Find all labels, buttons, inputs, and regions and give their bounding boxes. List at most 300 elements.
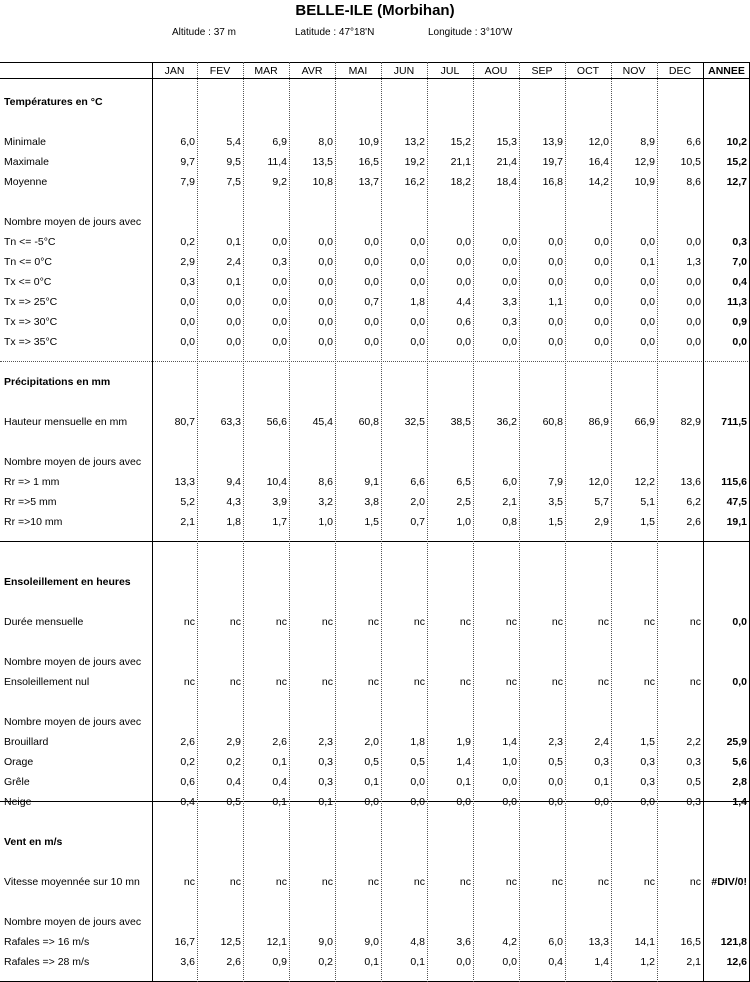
row-label: Maximale [4,156,49,168]
table-cell: 0,0 [640,316,655,328]
table-cell: 45,4 [312,416,333,428]
section-title: Températures en °C [4,96,103,108]
table-cell: 1,5 [364,516,379,528]
table-cell: 1,4 [456,756,471,768]
table-cell: 12,0 [588,136,609,148]
table-cell: 0,4 [548,956,563,968]
table-cell: 2,9 [180,256,195,268]
table-cell: 0,1 [640,256,655,268]
table-cell: 13,3 [174,476,195,488]
table-cell: 0,0 [410,336,425,348]
table-cell: 0,0 [272,296,287,308]
table-cell: 0,0 [502,776,517,788]
row-label: Rafales => 16 m/s [4,936,90,948]
table-cell: 0,6 [456,316,471,328]
table-cell: 8,6 [318,476,333,488]
table-cell: 4,3 [226,496,241,508]
month-header: AOU [484,65,508,77]
table-cell: 0,0 [410,256,425,268]
table-cell: 4,8 [410,936,425,948]
table-cell: 16,8 [542,176,563,188]
table-cell: 80,7 [174,416,195,428]
table-cell: 1,9 [456,736,471,748]
table-cell: 15,2 [450,136,471,148]
table-cell: 0,0 [410,236,425,248]
table-cell: 9,1 [364,476,379,488]
annual-total: 711,5 [721,416,747,428]
table-cell: 0,0 [318,336,333,348]
table-cell: nc [689,616,701,628]
table-cell: 12,0 [588,476,609,488]
table-cell: 0,0 [502,796,517,808]
table-cell: 19,7 [542,156,563,168]
table-cell: 2,9 [594,516,609,528]
table-cell: nc [505,616,517,628]
row-label: Tn <= 0°C [4,256,52,268]
table-cell: 0,0 [456,256,471,268]
table-cell: 1,5 [640,516,655,528]
table-cell: nc [321,676,333,688]
month-header: DEC [668,65,692,77]
table-cell: nc [413,876,425,888]
table-cell: 1,5 [640,736,655,748]
table-cell: 0,5 [410,756,425,768]
month-header: OCT [576,65,600,77]
table-cell: 3,3 [502,296,517,308]
table-cell: 10,8 [312,176,333,188]
row-label: Rr =>5 mm [4,496,57,508]
table-cell: 0,7 [364,296,379,308]
annual-total: 5,6 [732,756,747,768]
table-cell: 0,0 [318,296,333,308]
table-cell: 1,0 [318,516,333,528]
table-cell: 0,3 [686,796,701,808]
table-cell: 10,5 [680,156,701,168]
table-cell: 10,4 [266,476,287,488]
row-label: Minimale [4,136,47,148]
table-cell: nc [551,876,563,888]
table-cell: 0,0 [594,796,609,808]
table-cell: 1,4 [594,956,609,968]
annual-total: 10,2 [726,136,747,148]
row-label: Rr =>10 mm [4,516,63,528]
table-cell: 0,7 [410,516,425,528]
table-cell: 1,8 [410,296,425,308]
table-cell: 0,0 [180,316,195,328]
table-cell: 3,6 [180,956,195,968]
month-header: JUN [393,65,415,77]
table-cell: 2,4 [594,736,609,748]
annual-total: 12,6 [726,956,747,968]
table-cell: nc [643,616,655,628]
table-cell: 0,0 [686,296,701,308]
table-cell: 1,0 [502,756,517,768]
table-cell: 32,5 [404,416,425,428]
row-label: Vitesse moyennée sur 10 mn [4,876,140,888]
annee-header: ANNEE [708,65,745,77]
table-cell: nc [597,616,609,628]
table-cell: 0,1 [226,276,241,288]
table-cell: 0,0 [640,276,655,288]
annual-total: 11,3 [727,296,747,308]
table-cell: 66,9 [634,416,655,428]
month-header: AVR [301,65,323,77]
annual-total: 7,0 [732,256,747,268]
table-cell: nc [689,876,701,888]
table-cell: 0,0 [686,276,701,288]
row-label: Tx => 25°C [4,296,58,308]
table-cell: nc [689,676,701,688]
table-cell: 0,0 [456,336,471,348]
table-cell: 0,0 [548,796,563,808]
table-cell: 0,0 [272,276,287,288]
table-cell: 0,0 [502,256,517,268]
table-cell: 0,2 [318,956,333,968]
table-cell: 0,0 [594,336,609,348]
table-cell: 0,0 [502,956,517,968]
page-title: BELLE-ILE (Morbihan) [295,2,455,19]
table-cell: 0,6 [180,776,195,788]
table-cell: nc [459,876,471,888]
table-cell: 0,5 [226,796,241,808]
table-cell: nc [551,616,563,628]
table-cell: 1,2 [640,956,655,968]
table-cell: 1,5 [548,516,563,528]
annual-total: 0,0 [732,336,747,348]
table-cell: nc [275,676,287,688]
annual-total: 0,0 [732,676,747,688]
row-label: Tx => 30°C [4,316,58,328]
table-cell: 0,0 [318,256,333,268]
row-label: Nombre moyen de jours avec [4,716,142,728]
table-cell: 14,2 [588,176,609,188]
row-label: Nombre moyen de jours avec [4,916,142,928]
table-cell: 0,0 [502,276,517,288]
table-cell: 12,5 [220,936,241,948]
table-cell: 1,1 [548,296,563,308]
table-cell: 13,5 [312,156,333,168]
month-header: MAR [254,65,278,77]
table-cell: 0,0 [640,236,655,248]
table-cell: 2,0 [410,496,425,508]
table-cell: nc [413,676,425,688]
table-cell: nc [229,876,241,888]
table-cell: 0,1 [364,776,379,788]
table-cell: nc [597,876,609,888]
table-cell: nc [413,616,425,628]
table-cell: 2,6 [272,736,287,748]
table-cell: 0,0 [364,256,379,268]
table-cell: nc [321,616,333,628]
table-cell: 0,0 [364,276,379,288]
table-cell: 2,3 [548,736,563,748]
annual-total: 15,2 [726,156,747,168]
table-cell: 6,6 [686,136,701,148]
table-cell: 11,4 [267,156,287,168]
table-cell: 82,9 [680,416,701,428]
table-cell: 12,1 [266,936,287,948]
table-cell: 60,8 [358,416,379,428]
table-cell: 0,0 [686,316,701,328]
row-label: Rr => 1 mm [4,476,60,488]
row-label: Orage [4,756,34,768]
table-cell: 0,0 [410,276,425,288]
table-cell: 4,2 [502,936,517,948]
table-cell: 38,5 [450,416,471,428]
table-cell: 13,3 [588,936,609,948]
table-cell: 2,0 [364,736,379,748]
table-cell: 0,3 [272,256,287,268]
table-cell: 0,0 [548,276,563,288]
longitude-info: Longitude : 3°10'W [428,27,513,38]
table-cell: 0,2 [180,756,195,768]
annual-total: 2,8 [732,776,747,788]
row-label: Grêle [4,776,30,788]
month-header: JUL [440,65,460,77]
table-cell: 2,6 [226,956,241,968]
table-cell: 16,7 [174,936,195,948]
row-label: Hauteur mensuelle en mm [4,416,128,428]
table-cell: 0,0 [640,336,655,348]
table-cell: 0,0 [318,236,333,248]
table-cell: 0,0 [318,316,333,328]
table-cell: 2,1 [180,516,195,528]
table-cell: 0,0 [594,276,609,288]
table-cell: 0,1 [456,776,471,788]
table-cell: 0,0 [364,316,379,328]
table-cell: 7,9 [548,476,563,488]
table-cell: 0,0 [410,796,425,808]
table-cell: 0,1 [594,776,609,788]
table-cell: nc [321,876,333,888]
row-label: Tn <= -5°C [4,236,56,248]
table-cell: 0,0 [180,336,195,348]
annual-total: 25,9 [726,736,747,748]
month-header: MAI [348,65,368,77]
row-divider [0,62,750,63]
annual-total: 0,3 [732,236,747,248]
table-cell: 0,4 [180,796,195,808]
table-cell: 0,0 [456,956,471,968]
table-cell: 0,0 [686,236,701,248]
table-cell: 16,5 [680,936,701,948]
table-cell: 16,2 [404,176,425,188]
table-cell: 13,7 [358,176,379,188]
table-cell: 2,3 [318,736,333,748]
table-cell: 0,5 [548,756,563,768]
table-cell: 0,4 [272,776,287,788]
table-cell: 0,0 [548,336,563,348]
table-cell: nc [367,876,379,888]
table-cell: 1,8 [226,516,241,528]
table-cell: 12,9 [634,156,655,168]
table-cell: nc [505,876,517,888]
table-cell: nc [597,676,609,688]
table-cell: 0,3 [640,776,655,788]
row-label: Moyenne [4,176,48,188]
table-cell: 56,6 [266,416,287,428]
table-cell: 0,0 [410,316,425,328]
row-label: Tx <= 0°C [4,276,52,288]
table-cell: 6,5 [456,476,471,488]
table-cell: nc [459,676,471,688]
table-cell: 6,0 [502,476,517,488]
table-cell: 0,0 [364,796,379,808]
table-cell: 3,2 [318,496,333,508]
table-cell: nc [275,616,287,628]
table-cell: nc [643,676,655,688]
section-title: Vent en m/s [4,836,63,848]
table-cell: 0,1 [272,796,287,808]
table-cell: 0,0 [364,236,379,248]
table-cell: 6,0 [548,936,563,948]
annual-total: 47,5 [726,496,747,508]
table-cell: 36,2 [496,416,517,428]
table-cell: 16,4 [588,156,609,168]
table-cell: 0,0 [318,276,333,288]
table-cell: 18,4 [496,176,517,188]
table-cell: 18,2 [450,176,471,188]
table-cell: 2,6 [686,516,701,528]
table-cell: 0,3 [318,776,333,788]
table-cell: 0,0 [502,336,517,348]
table-cell: 0,4 [226,776,241,788]
table-cell: 8,6 [686,176,701,188]
table-cell: 3,6 [456,936,471,948]
table-cell: 0,0 [272,336,287,348]
table-cell: 9,0 [364,936,379,948]
table-cell: 3,9 [272,496,287,508]
table-cell: 9,2 [272,176,287,188]
table-cell: 0,0 [548,256,563,268]
table-cell: 0,0 [272,236,287,248]
table-cell: 0,0 [456,276,471,288]
table-cell: 0,0 [548,316,563,328]
table-cell: 10,9 [634,176,655,188]
table-cell: 1,0 [456,516,471,528]
table-cell: 13,9 [542,136,563,148]
table-cell: 2,1 [686,956,701,968]
table-cell: nc [275,876,287,888]
table-cell: 1,7 [272,516,287,528]
table-cell: 0,0 [686,336,701,348]
table-cell: nc [229,616,241,628]
table-cell: 6,6 [410,476,425,488]
table-cell: 7,9 [180,176,195,188]
table-cell: 0,2 [226,756,241,768]
table-cell: 16,5 [358,156,379,168]
table-cell: 3,5 [548,496,563,508]
table-cell: 0,0 [594,256,609,268]
table-cell: 63,3 [220,416,241,428]
table-cell: 0,3 [502,316,517,328]
annual-total: 1,4 [732,796,747,808]
table-cell: 9,4 [226,476,241,488]
table-cell: 0,0 [594,296,609,308]
table-cell: 4,4 [456,296,471,308]
table-cell: 0,1 [272,756,287,768]
table-cell: 0,8 [502,516,517,528]
table-cell: 10,9 [358,136,379,148]
table-cell: 60,8 [542,416,563,428]
section-title: Précipitations en mm [4,376,111,388]
table-cell: 9,5 [226,156,241,168]
annual-total: 115,6 [721,476,747,488]
table-cell: nc [183,676,195,688]
table-cell: 0,3 [686,756,701,768]
row-label: Neige [4,796,32,808]
table-cell: 12,2 [634,476,655,488]
row-label: Nombre moyen de jours avec [4,216,142,228]
table-cell: 5,4 [226,136,241,148]
month-header: NOV [622,65,646,77]
table-cell: nc [183,616,195,628]
annual-total: 19,1 [726,516,747,528]
table-cell: 0,1 [226,236,241,248]
table-cell: 0,0 [548,776,563,788]
table-cell: 86,9 [588,416,609,428]
table-cell: 2,2 [686,736,701,748]
row-label: Ensoleillement nul [4,676,90,688]
table-cell: 0,3 [594,756,609,768]
month-header: FEV [209,65,231,77]
table-cell: 15,3 [496,136,517,148]
month-header: SEP [531,65,553,77]
table-cell: 0,0 [456,236,471,248]
table-cell: 0,1 [410,956,425,968]
table-cell: 0,2 [180,236,195,248]
table-cell: 0,0 [456,796,471,808]
table-cell: 13,2 [404,136,425,148]
table-cell: 0,3 [640,756,655,768]
table-cell: 0,3 [180,276,195,288]
row-divider [0,361,750,362]
annual-total: 0,0 [732,616,747,628]
table-cell: 0,5 [364,756,379,768]
table-cell: 0,0 [502,236,517,248]
table-cell: 13,6 [680,476,701,488]
table-cell: nc [367,616,379,628]
table-cell: 2,5 [456,496,471,508]
annual-total: #DIV/0! [711,876,747,888]
table-cell: 2,9 [226,736,241,748]
table-cell: 9,7 [180,156,195,168]
table-cell: nc [459,616,471,628]
table-cell: 7,5 [226,176,241,188]
table-cell: 0,0 [180,296,195,308]
table-cell: 0,9 [272,956,287,968]
row-label: Durée mensuelle [4,616,84,628]
table-cell: 14,1 [634,936,655,948]
table-cell: 0,0 [640,296,655,308]
row-label: Rafales => 28 m/s [4,956,90,968]
latitude-info: Latitude : 47°18'N [295,27,375,38]
table-cell: nc [551,676,563,688]
row-label: Tx => 35°C [4,336,58,348]
month-header: JAN [164,65,185,77]
table-cell: 5,2 [180,496,195,508]
table-cell: 2,1 [502,496,517,508]
table-cell: 0,0 [272,316,287,328]
table-cell: 0,0 [226,296,241,308]
section-title: Ensoleillement en heures [4,576,131,588]
table-cell: 2,4 [226,256,241,268]
table-cell: 0,0 [364,336,379,348]
table-cell: 2,6 [180,736,195,748]
annual-total: 0,9 [732,316,747,328]
table-cell: 0,1 [364,956,379,968]
table-cell: 6,2 [686,496,701,508]
